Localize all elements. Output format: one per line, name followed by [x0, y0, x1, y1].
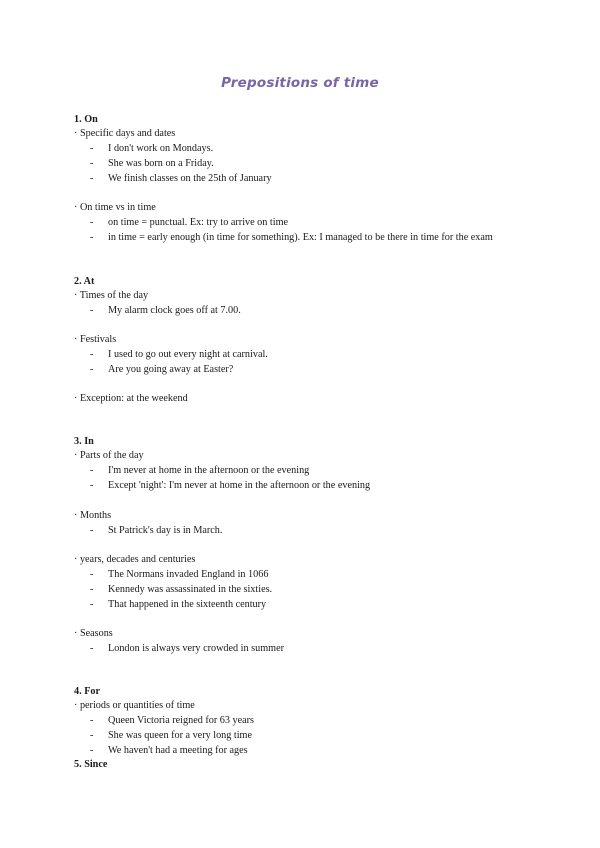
dash-bullet: -	[90, 584, 94, 595]
list-item: - My alarm clock goes off at 7.00.	[90, 305, 241, 316]
dash-bullet: -	[90, 465, 94, 476]
dash-bullet: -	[90, 480, 94, 491]
group-label: · Times of the day	[74, 290, 149, 301]
list-item: - Queen Victoria reigned for 63 years	[90, 715, 255, 726]
list-item: - London is always very crowded in summer	[90, 643, 284, 654]
list-item: - That happened in the sixteenth century	[90, 599, 267, 610]
dash-bullet: -	[90, 158, 94, 169]
dash-bullet: -	[90, 364, 94, 375]
list-item: - She was born on a Friday.	[90, 158, 214, 169]
list-item: - I'm never at home in the afternoon or the evening	[90, 465, 310, 476]
dash-bullet: -	[90, 217, 94, 228]
section-heading-in: 3. In	[74, 436, 94, 447]
page-title: Prepositions of time	[221, 75, 379, 91]
dash-bullet: -	[90, 730, 94, 741]
dash-bullet: -	[90, 305, 94, 316]
dash-bullet: -	[90, 569, 94, 580]
dash-bullet: -	[90, 232, 94, 243]
section-heading-on: 1. On	[74, 114, 98, 125]
list-item: - in time = early enough (in time for something). Ex: I managed to be there in time for the exam	[90, 232, 493, 243]
group-label: · Parts of the day	[74, 450, 144, 461]
group-label: · Months	[74, 510, 112, 521]
dash-bullet: -	[90, 349, 94, 360]
dash-bullet: -	[90, 643, 94, 654]
group-label: · Specific days and dates	[74, 128, 176, 139]
list-item: - Except 'night': I'm never at home in the afternoon or the evening	[90, 480, 371, 491]
group-label: · Exception: at the weekend	[74, 393, 188, 404]
section-heading-at: 2. At	[74, 276, 95, 287]
list-item: - We haven't had a meeting for ages	[90, 745, 248, 756]
list-item: - I don't work on Mondays.	[90, 143, 214, 154]
dash-bullet: -	[90, 173, 94, 184]
group-label: · Festivals	[74, 334, 117, 345]
group-label: · On time vs in time	[74, 202, 156, 213]
group-label: · periods or quantities of time	[74, 700, 195, 711]
list-item: - The Normans invaded England in 1066	[90, 569, 269, 580]
dash-bullet: -	[90, 715, 94, 726]
list-item: - We finish classes on the 25th of January	[90, 173, 272, 184]
dash-bullet: -	[90, 143, 94, 154]
section-heading-for: 4. For	[74, 686, 101, 697]
list-item: - She was queen for a very long time	[90, 730, 252, 741]
dash-bullet: -	[90, 745, 94, 756]
list-item: - on time = punctual. Ex: try to arrive on time	[90, 217, 289, 228]
dash-bullet: -	[90, 599, 94, 610]
group-label: · Seasons	[74, 628, 113, 639]
list-item: - St Patrick's day is in March.	[90, 525, 223, 536]
list-item: - Are you going away at Easter?	[90, 364, 234, 375]
list-item: - I used to go out every night at carnival.	[90, 349, 268, 360]
dash-bullet: -	[90, 525, 94, 536]
list-item: - Kennedy was assassinated in the sixties.	[90, 584, 273, 595]
group-label: · years, decades and centuries	[74, 554, 196, 565]
section-heading-since: 5. Since	[74, 759, 108, 770]
